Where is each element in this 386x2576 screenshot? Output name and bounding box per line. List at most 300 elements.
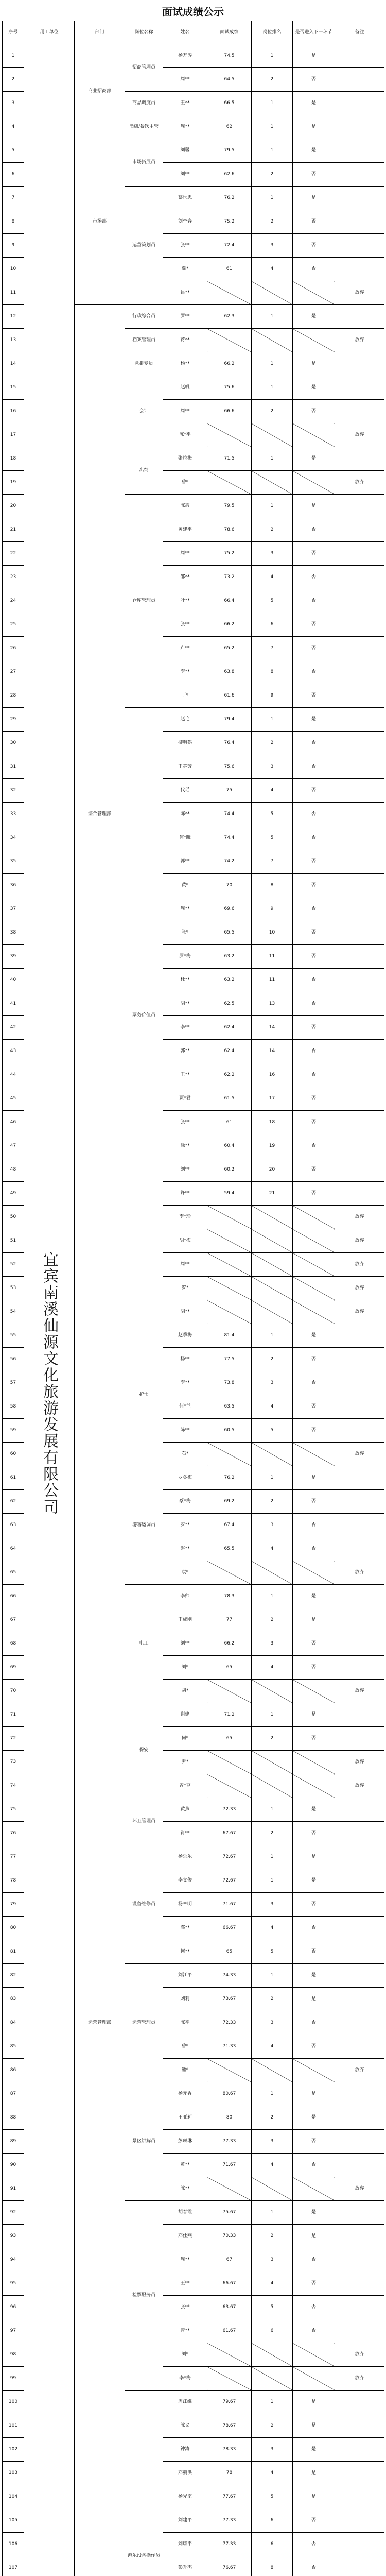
cell-name: 曾** — [163, 2319, 207, 2343]
cell-next-step: 是 — [293, 1466, 335, 1490]
cell-rank: 16 — [252, 1063, 293, 1087]
cell-next-step: 否 — [293, 1537, 335, 1561]
cell-score — [207, 281, 252, 305]
cell-name: 蔡世忠 — [163, 187, 207, 210]
cell-remark — [335, 1419, 384, 1443]
cell-next-step: 否 — [293, 163, 335, 187]
cell-next-step: 否 — [293, 1134, 335, 1158]
cell-next-step: 否 — [293, 2272, 335, 2296]
cell-next-step: 是 — [293, 2391, 335, 2414]
cell-no: 58 — [3, 1395, 24, 1419]
cell-score: 75.67 — [207, 2201, 252, 2225]
cell-no: 26 — [3, 637, 24, 660]
cell-no: 57 — [3, 1371, 24, 1395]
cell-name: 胡春霞 — [163, 2201, 207, 2225]
cell-score: 71.2 — [207, 1703, 252, 1727]
cell-name: 蒋** — [163, 329, 207, 352]
cell-no: 28 — [3, 684, 24, 708]
cell-remark — [335, 2225, 384, 2248]
cell-name: 周江维 — [163, 2391, 207, 2414]
cell-score: 78.33 — [207, 2438, 252, 2462]
cell-remark — [335, 92, 384, 115]
cell-next-step: 否 — [293, 1917, 335, 1940]
cell-next-step: 是 — [293, 1845, 335, 1869]
cell-remark — [335, 1395, 384, 1419]
cell-next-step: 是 — [293, 187, 335, 210]
cell-next-step — [293, 1277, 335, 1300]
cell-next-step: 否 — [293, 2533, 335, 2556]
cell-name: 刘江平 — [163, 1964, 207, 1988]
cell-rank: 5 — [252, 1419, 293, 1443]
cell-no: 34 — [3, 826, 24, 850]
cell-rank: 2 — [252, 1822, 293, 1845]
cell-remark — [335, 2296, 384, 2319]
cell-score: 78 — [207, 2462, 252, 2485]
cell-next-step: 是 — [293, 2485, 335, 2509]
cell-name: 刘馨 — [163, 139, 207, 163]
cell-name: 肖** — [163, 1822, 207, 1845]
cell-score: 79.4 — [207, 708, 252, 732]
cell-rank: 3 — [252, 542, 293, 566]
cell-name: 李*梅 — [163, 2367, 207, 2391]
cell-remark — [335, 1514, 384, 1537]
cell-name: 张** — [163, 234, 207, 258]
cell-rank: 1 — [252, 1466, 293, 1490]
cell-remark — [335, 44, 384, 68]
cell-next-step: 否 — [293, 1727, 335, 1751]
cell-rank: 5 — [252, 2485, 293, 2509]
cell-remark — [335, 68, 384, 92]
cell-no: 85 — [3, 2035, 24, 2059]
cell-name: 王亚莉 — [163, 2106, 207, 2130]
cell-score — [207, 1443, 252, 1466]
cell-score: 77 — [207, 1608, 252, 1632]
cell-score: 69.2 — [207, 1490, 252, 1514]
cell-score — [207, 2059, 252, 2082]
cell-rank: 2 — [252, 163, 293, 187]
cell-remark — [335, 660, 384, 684]
cell-no: 14 — [3, 352, 24, 376]
cell-next-step: 是 — [293, 1585, 335, 1608]
cell-no: 2 — [3, 68, 24, 92]
cell-rank: 4 — [252, 1537, 293, 1561]
cell-score: 75.6 — [207, 755, 252, 779]
cell-name: 王芯芳 — [163, 755, 207, 779]
cell-score: 77.33 — [207, 2130, 252, 2154]
cell-remark — [335, 2509, 384, 2533]
cell-remark — [335, 826, 384, 850]
cell-remark — [335, 2533, 384, 2556]
cell-remark: 放弃 — [335, 1680, 384, 1703]
cell-score: 60.2 — [207, 1158, 252, 1182]
cell-next-step: 否 — [293, 566, 335, 589]
cell-no: 70 — [3, 1680, 24, 1703]
cell-rank — [252, 2059, 293, 2082]
cell-remark: 放弃 — [335, 1561, 384, 1585]
cell-next-step — [293, 2059, 335, 2082]
cell-rank — [252, 423, 293, 447]
cell-score — [207, 2177, 252, 2201]
cell-remark — [335, 352, 384, 376]
cell-rank: 1 — [252, 352, 293, 376]
cell-next-step: 否 — [293, 1514, 335, 1537]
cell-rank: 3 — [252, 1893, 293, 1917]
cell-score: 78.67 — [207, 2414, 252, 2438]
cell-employer: 宜宾南溪仙源文化旅游发展有限公司 — [24, 44, 75, 2576]
cell-remark: 放弃 — [335, 423, 384, 447]
cell-rank: 2 — [252, 210, 293, 234]
cell-no: 95 — [3, 2272, 24, 2296]
cell-no: 32 — [3, 779, 24, 803]
cell-score — [207, 423, 252, 447]
cell-next-step: 是 — [293, 1964, 335, 1988]
cell-no: 46 — [3, 1111, 24, 1134]
cell-next-step: 否 — [293, 1111, 335, 1134]
cell-rank: 7 — [252, 850, 293, 874]
cell-next-step — [293, 1206, 335, 1229]
cell-next-step — [293, 471, 335, 495]
cell-no: 55 — [3, 1324, 24, 1348]
cell-remark — [335, 115, 384, 139]
cell-rank — [252, 1443, 293, 1466]
cell-score: 70 — [207, 874, 252, 897]
cell-position: 保安 — [125, 1703, 163, 1798]
cell-name: 胡** — [163, 992, 207, 1016]
cell-remark: 放弃 — [335, 2177, 384, 2201]
cell-rank: 14 — [252, 1040, 293, 1063]
cell-remark — [335, 684, 384, 708]
cell-name: 蔡*梅 — [163, 1490, 207, 1514]
cell-rank — [252, 1774, 293, 1798]
cell-next-step: 否 — [293, 1371, 335, 1395]
cell-name: 赵艳 — [163, 708, 207, 732]
cell-name: 陈*平 — [163, 423, 207, 447]
cell-rank: 1 — [252, 1845, 293, 1869]
cell-score: 74.5 — [207, 44, 252, 68]
cell-remark: 放弃 — [335, 1206, 384, 1229]
cell-no: 9 — [3, 234, 24, 258]
cell-next-step: 否 — [293, 1182, 335, 1206]
cell-score: 65 — [207, 1940, 252, 1964]
cell-score: 75.2 — [207, 210, 252, 234]
cell-next-step: 否 — [293, 779, 335, 803]
cell-rank: 1 — [252, 92, 293, 115]
cell-remark — [335, 1703, 384, 1727]
cell-remark: 放弃 — [335, 1277, 384, 1300]
cell-name: 邓仕燕 — [163, 2225, 207, 2248]
cell-rank — [252, 2367, 293, 2391]
cell-score — [207, 1229, 252, 1253]
cell-position: 会计 — [125, 376, 163, 447]
cell-score: 71.67 — [207, 2154, 252, 2177]
cell-no: 41 — [3, 992, 24, 1016]
cell-rank — [252, 2343, 293, 2367]
cell-next-step: 是 — [293, 1324, 335, 1348]
cell-name: 涂** — [163, 1134, 207, 1158]
cell-next-step: 否 — [293, 1040, 335, 1063]
cell-rank: 8 — [252, 2556, 293, 2576]
cell-rank: 2 — [252, 2106, 293, 2130]
cell-department: 市场部 — [75, 139, 125, 305]
cell-score: 81.4 — [207, 1324, 252, 1348]
cell-next-step: 否 — [293, 803, 335, 826]
cell-rank: 1 — [252, 1585, 293, 1608]
cell-next-step: 是 — [293, 1608, 335, 1632]
cell-no: 81 — [3, 1940, 24, 1964]
cell-score: 76.2 — [207, 187, 252, 210]
table-body — [3, 44, 384, 2576]
cell-no: 82 — [3, 1964, 24, 1988]
cell-name: 陈** — [163, 2177, 207, 2201]
cell-rank: 1 — [252, 376, 293, 400]
cell-remark — [335, 637, 384, 660]
cell-next-step: 否 — [293, 1016, 335, 1040]
cell-no: 49 — [3, 1182, 24, 1206]
cell-score: 75 — [207, 779, 252, 803]
cell-next-step: 否 — [293, 850, 335, 874]
cell-name: 郭** — [163, 1040, 207, 1063]
cell-remark — [335, 1893, 384, 1917]
cell-score: 59.4 — [207, 1182, 252, 1206]
cell-name: 袁* — [163, 1561, 207, 1585]
cell-name: 周** — [163, 68, 207, 92]
cell-next-step: 是 — [293, 305, 335, 329]
cell-score: 73.67 — [207, 1988, 252, 2011]
cell-name: 张** — [163, 1111, 207, 1134]
cell-rank: 9 — [252, 897, 293, 921]
header-name: 姓名 — [163, 21, 207, 44]
cell-rank — [252, 1561, 293, 1585]
cell-score: 63.67 — [207, 2296, 252, 2319]
cell-name: 钟涛 — [163, 2438, 207, 2462]
cell-next-step — [293, 1774, 335, 1798]
cell-rank: 21 — [252, 1182, 293, 1206]
cell-score: 73.2 — [207, 566, 252, 589]
cell-name: 周** — [163, 2248, 207, 2272]
cell-name: 邓** — [163, 1917, 207, 1940]
cell-remark — [335, 1822, 384, 1845]
cell-next-step: 否 — [293, 68, 335, 92]
cell-next-step: 否 — [293, 969, 335, 992]
cell-no: 6 — [3, 163, 24, 187]
cell-no: 83 — [3, 1988, 24, 2011]
cell-name: 曾* — [163, 471, 207, 495]
cell-score: 79.5 — [207, 495, 252, 518]
cell-rank: 4 — [252, 779, 293, 803]
cell-next-step: 否 — [293, 921, 335, 945]
cell-name: 陈** — [163, 1419, 207, 1443]
cell-no: 71 — [3, 1703, 24, 1727]
cell-next-step: 否 — [293, 1490, 335, 1514]
cell-remark — [335, 1371, 384, 1395]
header-position: 岗位名称 — [125, 21, 163, 44]
cell-score: 75.2 — [207, 542, 252, 566]
cell-no: 36 — [3, 874, 24, 897]
cell-rank: 2 — [252, 68, 293, 92]
cell-rank: 1 — [252, 1324, 293, 1348]
cell-rank: 1 — [252, 1869, 293, 1893]
cell-remark — [335, 2130, 384, 2154]
cell-next-step: 否 — [293, 684, 335, 708]
cell-no: 92 — [3, 2201, 24, 2225]
cell-remark — [335, 566, 384, 589]
cell-rank: 1 — [252, 115, 293, 139]
cell-rank: 1 — [252, 1964, 293, 1988]
cell-score: 63.2 — [207, 969, 252, 992]
cell-score: 71.5 — [207, 447, 252, 471]
cell-name: 邓魏洪 — [163, 2462, 207, 2485]
header-next-step: 是否进入下一环节 — [293, 21, 335, 44]
cell-remark — [335, 2414, 384, 2438]
cell-rank: 3 — [252, 2248, 293, 2272]
cell-name: 周** — [163, 400, 207, 423]
cell-name: 王成刚 — [163, 1608, 207, 1632]
cell-remark — [335, 234, 384, 258]
cell-no: 88 — [3, 2106, 24, 2130]
cell-name: 曾* — [163, 2035, 207, 2059]
cell-position: 党群专员 — [125, 352, 163, 376]
cell-name: 黄燕 — [163, 1798, 207, 1822]
cell-next-step: 否 — [293, 258, 335, 281]
cell-rank: 6 — [252, 2319, 293, 2343]
cell-score: 67 — [207, 2248, 252, 2272]
cell-rank: 3 — [252, 1371, 293, 1395]
cell-rank: 2 — [252, 1727, 293, 1751]
cell-rank — [252, 1300, 293, 1324]
cell-no: 61 — [3, 1466, 24, 1490]
cell-remark — [335, 1845, 384, 1869]
cell-rank: 4 — [252, 2272, 293, 2296]
cell-next-step: 是 — [293, 115, 335, 139]
cell-next-step: 是 — [293, 2225, 335, 2248]
table-row — [3, 44, 384, 68]
cell-no: 47 — [3, 1134, 24, 1158]
cell-name: 何* — [163, 1727, 207, 1751]
header-employer: 用工单位 — [24, 21, 75, 44]
cell-remark — [335, 2272, 384, 2296]
cell-next-step: 否 — [293, 945, 335, 969]
cell-name: 刘* — [163, 1656, 207, 1680]
cell-no: 90 — [3, 2154, 24, 2177]
cell-next-step: 否 — [293, 1348, 335, 1371]
cell-rank: 6 — [252, 2509, 293, 2533]
cell-rank: 3 — [252, 755, 293, 779]
cell-rank — [252, 1751, 293, 1774]
cell-no: 8 — [3, 210, 24, 234]
cell-remark: 放弃 — [335, 1229, 384, 1253]
cell-no: 51 — [3, 1229, 24, 1253]
cell-rank: 1 — [252, 44, 293, 68]
cell-rank: 2 — [252, 2414, 293, 2438]
cell-name: 周** — [163, 897, 207, 921]
cell-remark — [335, 1182, 384, 1206]
cell-no: 104 — [3, 2485, 24, 2509]
cell-remark — [335, 1087, 384, 1111]
cell-no: 99 — [3, 2367, 24, 2391]
cell-no: 22 — [3, 542, 24, 566]
cell-remark: 放弃 — [335, 1774, 384, 1798]
cell-rank: 10 — [252, 921, 293, 945]
cell-position: 游乐设备操作员 — [125, 2391, 163, 2576]
cell-next-step: 否 — [293, 826, 335, 850]
cell-remark — [335, 1869, 384, 1893]
cell-name: 赵帆 — [163, 376, 207, 400]
cell-rank: 4 — [252, 1395, 293, 1419]
cell-next-step: 是 — [293, 44, 335, 68]
cell-no: 87 — [3, 2082, 24, 2106]
cell-remark — [335, 1040, 384, 1063]
cell-next-step: 是 — [293, 139, 335, 163]
cell-score: 73.8 — [207, 1371, 252, 1395]
cell-name: 彭升杰 — [163, 2556, 207, 2576]
cell-score: 65.2 — [207, 637, 252, 660]
cell-no: 68 — [3, 1632, 24, 1656]
header-rank: 岗位排名 — [252, 21, 293, 44]
cell-no: 18 — [3, 447, 24, 471]
cell-score: 66.2 — [207, 1632, 252, 1656]
cell-score: 72.4 — [207, 234, 252, 258]
cell-remark — [335, 447, 384, 471]
cell-rank: 14 — [252, 1016, 293, 1040]
cell-name: 刘** — [163, 163, 207, 187]
cell-name: 刘莉 — [163, 1988, 207, 2011]
cell-no: 65 — [3, 1561, 24, 1585]
cell-score — [207, 1206, 252, 1229]
cell-name: 黄* — [163, 874, 207, 897]
cell-name: 李** — [163, 1016, 207, 1040]
cell-no: 66 — [3, 1585, 24, 1608]
cell-remark — [335, 518, 384, 542]
cell-no: 91 — [3, 2177, 24, 2201]
cell-remark — [335, 258, 384, 281]
cell-next-step: 否 — [293, 2556, 335, 2576]
cell-next-step — [293, 1561, 335, 1585]
cell-position: 档案管理员 — [125, 329, 163, 352]
cell-name: 胡* — [163, 1680, 207, 1703]
cell-remark — [335, 2248, 384, 2272]
cell-no: 10 — [3, 258, 24, 281]
header-remark: 备注 — [335, 21, 384, 44]
cell-remark — [335, 495, 384, 518]
cell-rank: 18 — [252, 1111, 293, 1134]
cell-next-step: 否 — [293, 732, 335, 755]
cell-name: 周** — [163, 115, 207, 139]
cell-remark — [335, 897, 384, 921]
cell-name: 杨光宗 — [163, 2485, 207, 2509]
cell-rank: 3 — [252, 234, 293, 258]
cell-score: 62.2 — [207, 1063, 252, 1087]
cell-name: 胡*梅 — [163, 1229, 207, 1253]
cell-no: 23 — [3, 566, 24, 589]
cell-rank: 1 — [252, 1703, 293, 1727]
cell-no: 50 — [3, 1206, 24, 1229]
cell-score — [207, 1277, 252, 1300]
cell-next-step — [293, 1300, 335, 1324]
cell-score: 80.67 — [207, 2082, 252, 2106]
cell-name: 张* — [163, 921, 207, 945]
page-title: 面试成绩公示 — [162, 6, 224, 18]
cell-remark — [335, 779, 384, 803]
cell-no: 42 — [3, 1016, 24, 1040]
cell-rank: 1 — [252, 2082, 293, 2106]
cell-next-step: 是 — [293, 495, 335, 518]
cell-score: 64.5 — [207, 68, 252, 92]
cell-no: 74 — [3, 1774, 24, 1798]
cell-next-step: 否 — [293, 1063, 335, 1087]
cell-remark — [335, 376, 384, 400]
cell-rank: 4 — [252, 258, 293, 281]
cell-no: 60 — [3, 1443, 24, 1466]
